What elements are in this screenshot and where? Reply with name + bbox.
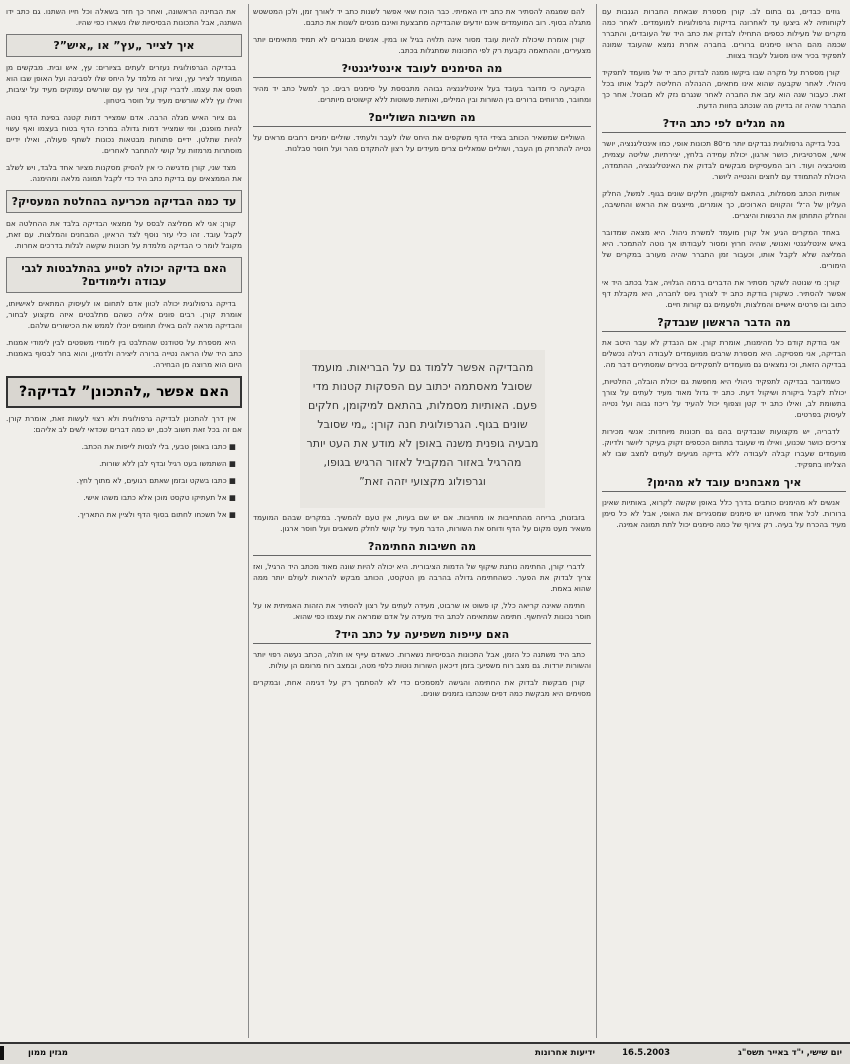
paragraph: לדברי קורן, החתימה נותנת שיקוף של הדמות הציבורית. היא יכולה להיות שונה מאוד מכתב היד הרגיל, ואז צריך לבדוק את הפער. כשהחתימה גדולה בהרבה מן הטקסט, הכותב מבקש להראות לעולם יותר ממה שהוא באמת. [253, 562, 591, 593]
paragraph: בבדיקה הגרפולוגית נעזרים לעתים בציורים: עץ, איש ובית. מבקשים מן המועמד לצייר עץ, וציור זה מלמד על היחס שלו לסביבה ועל האופן שבו הוא תופס את עצמו. לדברי קורן, ציור עץ עם שורשים עמוקים מעיד על יציבות, ואילו עץ ללא שורשים מעיד על חוסר ביטחון. [6, 63, 242, 105]
column-left [6, 6, 242, 1038]
paragraph: בזבזנות, בריחה מהתחייבות או מחויבות. אם יש שם בעיות, אין טעם להמשיך. במקרים שבהם המועמד משאיר מעט מקום על הדף ודוחס את השורות, הדבר מעיד על קושי לחלק משאבים ועל חוסר ארגון. [253, 513, 591, 533]
paragraph: בכל בדיקה גרפולוגית נבדקים יותר מ־80 תכונות אופי, כמו אינטליגנציה, יושר אישי, אסרטיביות, כושר ארגון, יכולת עמידה בלחץ, יצירתיות, שליטה עצמית, מוטיבציה ועוד. רוב המעסיקים מבקשים לבדוק את האינטליגנציה, ההתמדה, היכולת להתמודד עם לחצים והנטייה ליושר. [602, 139, 846, 181]
paragraph: אנשים לא מהימנים כותבים בדרך כלל באופן שקשה לקרוא, באותיות שאינן ברורות. לכל אחד מאיתנו יש סימנים שמסגירים את האופי, אבל לא כל סימן מעיד בהכרח על בעיה. רק צירוף של כמה סימנים יכול לתת תמונה אמינה. [602, 498, 846, 529]
section-title: האם עייפות משפיעה על כתב היד? [253, 628, 591, 644]
bullet-item: ■ כתבו בשקט ובזמן שאתם רגועים, לא מתוך לחץ. [76, 476, 236, 485]
column-rule-left [248, 4, 249, 1038]
paragraph: גוזים כבדים, גם בתום לב. קורן מספרת שבאחת החברות הגנבות עם לקוחותיה לא ביצעו עד לאחרונה בדיקות גרפולוגיות למועמדים. לאחר כמה מקרים של מעילות כספים התחילו לבדוק את כתב היד של העובדים, והתברר שכמה מהם הראו סימנים ברורים. בחברה אחרת נמצא שהעובד שמונה לתפקיד בכיר אינו מסוגל לעבוד בצוות. [602, 7, 846, 60]
paragraph: קורן אומרת שיכולת להיות עובד מסור אינה תלויה בגיל או במין. אנשים מבוגרים לא תמיד מתאימים יותר מצעירים, וההתאמה נקבעת רק לפי התכונות שמתגלות בכתב. [253, 35, 591, 55]
paragraph: להם שמגמה להסתיר את כתב ידו האמיתי. כבר הוכח שאי אפשר לשנות כתב יד לאורך זמן, ולכן המטשטש מתגלה בסוף. רוב המועמדים אינם יודעים שהבדיקה מתבצעת ואינם מנסים לשנות את כתבם. [253, 7, 591, 27]
paragraph: קורן: מי שנוטה לשקר מסתיר את הדברים ברמה הגלויה, אבל בכתב היד אי אפשר להסתיר. כשקורן בודקת כתב יד לצורך גיוס לחברה, היא מקבלת דף כתוב ובו פרטים אישיים והמלצות, ולפעמים גם קורות חיים. [602, 278, 846, 309]
bullet-item: ■ אל תשכחו לחתום בסוף הדף ולציין את התאריך. [77, 510, 236, 519]
bullet-item: ■ אל תעתיקו טקסט מוכן אלא כתבו משהו אישי. [83, 493, 236, 502]
section-title: מה הסימנים לעובד אינטליגנטי? [253, 62, 591, 78]
section-title: מה מגלים לפי כתב היד? [602, 117, 846, 133]
section-title: עד כמה הבדיקה מכריעה בהחלטת המעסיק? [6, 190, 242, 213]
column-middle-bottom [253, 512, 591, 1038]
paragraph: אין דרך להתכונן לבדיקה גרפולוגית ולא רצוי לעשות זאת, אומרת קורן. אם זה בכל זאת חשוב לכם, יש כמה דברים שכדאי לשים לב אליהם: [6, 414, 242, 434]
footer-section: מגזין ממון [28, 1048, 68, 1058]
bullet-item: ■ כתבו באופן טבעי, בלי לנסות לייפות את הכתב. [81, 442, 236, 451]
pull-quote: מהבדיקה אפשר ללמוד גם על הבריאות. מועמד שסובל מאסתמה יכתוב עם הפסקות קטנות מדי פעם. האותיות מסמלות, בהתאם למיקומן, חלקים שונים בגוף. הגרפולוגית חנה קורן: „מי שסובל מבעיה גופנית משנה באופן לא מודע את העט יותר מהרגיל באזור המקביל לאזור הרגיש בגופו, וגרפולוג מקצועי יזהה זאת” [300, 350, 545, 508]
paragraph: לדבריה, יש מקצועות שנבדקים בהם גם תכונות מיוחדות: אנשי מכירות צריכים כושר שכנוע, ואילו מי שעובד בתחום הכספים זקוק בעיקר ליושר ולדיוק. מועמדים שעברו קבלה לעבודה ללא בדיקה מגיעים לעתים למצב שבו לא הצליחו בתפקיד. [602, 427, 846, 469]
column-rule-right [596, 4, 597, 1038]
paragraph: כתב היד משתנה כל הזמן, אבל התכונות הבסיסיות נשארות. כשאדם עייף או חולה, הכתב נעשה רפוי יותר והשורות יורדות. גם מצב רוח משפיע: בזמן דיכאון השורות נוטות כלפי מטה, ובמצב רוח מרומם הן עולות. [253, 650, 591, 670]
paragraph: קורן מבקשת לבדוק את החתימה והגישה למסמכים כדי לא להסתמך רק על דגימה אחת, ובמקרים מסוימים היא מבקשת כמה דפים שנכתבו בזמנים שונים. [253, 678, 591, 698]
paragraph: באחד המקרים הגיע אל קורן מועמד למשרת ניהול. היא מצאה שמדובר באיש אינטליגנטי ואנושי, שהיה חרוץ ומסור לעבודתו אך נוטה להתמכר. היא המליצה שלא לקבל אותו, וכעבור זמן התברר שהיה מעורב במקרים של הימורים. [602, 228, 846, 270]
paragraph: הקביעה כי מדובר בעובד בעל אינטליגנציה גבוהה מתבססת על סימנים רבים. כך למשל כתב יד מהיר ומחובר, מרווחים ברורים בין השורות ובין המילים, ואותיות פשוטות ללא קישוטים מיותרים. [253, 84, 591, 104]
boxed-title: האם אפשר „להתכונן” לבדיקה? [6, 376, 242, 408]
section-title: איך לצייר „עץ” או „איש”? [6, 34, 242, 57]
bullet-item: ■ השתמשו בעט רגיל ובדף לבן ללא שורות. [99, 459, 236, 468]
section-title: האם בדיקה יכולה לסייע בהתלבטות לגבי עבודה ולימודים? [6, 257, 242, 293]
paragraph: כשמדובר בבדיקה לתפקיד ניהולי היא מחפשת גם יכולת הובלה, החלטיות, יכולת לקבל ביקורת ושיקול דעת. כתב יד גדול מאוד מעיד לעתים על צורך בתשומת לב, ואילו כתב יד קטן וצפוף יכול להעיד על ריכוז גבוה ועל נטייה לעיסוק בפרטים. [602, 377, 846, 419]
footer-day: יום שישי, י"ד באייר תשס"ג [738, 1048, 842, 1058]
paragraph: קורן מספרת על מקרה שבו ביקשו ממנה לבדוק כתב יד של מועמד לתפקיד ניהולי. לאחר שקבעה שהוא אינו מתאים, ההנהלה החליטה לקבל אותו בכל זאת. כעבור שנה הוא עזב את החברה לאחר שנגרם נזק לא מבוטל. אחר כך התברר שהיה זה בדיוק מה שנכתב בחוות הדעת. [602, 68, 846, 110]
page-number-value [0, 1046, 4, 1060]
footer-date: 16.5.2003 [622, 1048, 670, 1058]
page-footer [0, 1042, 850, 1064]
section-title: איך מאבחנים עובד לא מהימן? [602, 476, 846, 492]
paragraph: את הבחינה הראשונה, ואחר כך חזר בשאלה וכל חייו השתנו. גם כתב ידו השתנה, אבל התכונות הבסיסיות שלו נשארו כפי שהיו. [6, 7, 242, 27]
paragraph: מצד שני, קורן מדגישה כי אין להסיק מסקנות מציור אחד בלבד, ויש לשלב את הממצאים עם בדיקת כתב היד כדי לקבל תמונה מלאה ומהימנה. [6, 163, 242, 183]
paragraph: חתימה שאינה קריאה כלל, קו פשוט או שרבוט, מעידה לעתים על רצון להסתיר את הזהות האמיתית או על חוסר נכונות להיחשף. חתימה שמתאימה לכתב היד מעידה על אדם שמראה את עצמו כפי שהוא. [253, 601, 591, 621]
paragraph: בדיקה גרפולוגית יכולה לכוון אדם לתחום או לעיסוק המתאים לאישיותו, אומרת קורן. רבים פונים אליה כשהם מתלבטים איזה מקצוע לבחור, והבדיקה מראה להם באילו תחומים יוכלו לממש את הכישורים שלהם. [6, 299, 242, 330]
section-title: מה חשיבות השוליים? [253, 111, 591, 127]
paragraph: קורן: אני לא ממליצה לבסס על ממצאי הבדיקה בלבד את ההחלטה אם לקבל עובד. זהו כלי עזר נוסף לצד הראיון, המבחנים והמלצות. עם זאת, מקובל לומר כי הבדיקה מלמדת על תכונות שקשה לגלות בדרכים אחרות. [6, 219, 242, 250]
column-right [602, 6, 846, 1038]
footer-paper: ידיעות אחרונות [535, 1048, 595, 1058]
paragraph: גם ציור האיש מגלה הרבה. אדם שמצייר דמות קטנה בפינת הדף נוטה להיות מופנם, ומי שמצייר דמות גדולה במרכז הדף בטוח בעצמו ואף עשוי להיות שתלטן. ידיים פתוחות מבטאות נכונות לשתף פעולה, ואילו ידיים מוסתרות מרמזות על קושי להתחבר לאחרים. [6, 113, 242, 155]
paragraph: אני בודקת קודם כל מהימנות, אומרת קורן. אם הנבדק לא עבר היטב את הבדיקה, אני מפסיקה. היא מספרת שרבים ממועמדים לעבודה רגילה נכשלים בבדיקה הזאת, וכי נמצאים גם מועמדים לתפקידים בכירים שמסתירים דבר מה. [602, 338, 846, 369]
paragraph: אותיות הכתב מסמלות, בהתאם למיקומן, חלקים שונים בגוף. למשל, החלק העליון של ה־ל' והקווים הארוכים, כך אומרים, מייצגים את הראש והחשיבה, והחלק התחתון את הרגשות והיצרים. [602, 189, 846, 220]
paragraph: היא מספרת על סטודנט שהתלבט בין לימודי משפטים לבין לימודי אמנות. כתב היד שלו הראה נטייה ברורה ליצירה ולדמיון, והוא בחר לבסוף באמנות. היום הוא מרוצה מן הבחירה. [6, 338, 242, 369]
paragraph: השוליים שמשאיר הכותב בצידי הדף משקפים את היחס שלו לעבר ולעתיד. שוליים ימניים רחבים מראים על נטייה להתרחק מן העבר, ושוליים שמאליים צרים מעידים על רצון להתקדם מהר ועל חוסר סבלנות. [253, 133, 591, 153]
section-title: מה חשיבות החתימה? [253, 540, 591, 556]
column-middle-top [253, 6, 591, 344]
section-title: מה הדבר הראשון שנבדק? [602, 316, 846, 332]
